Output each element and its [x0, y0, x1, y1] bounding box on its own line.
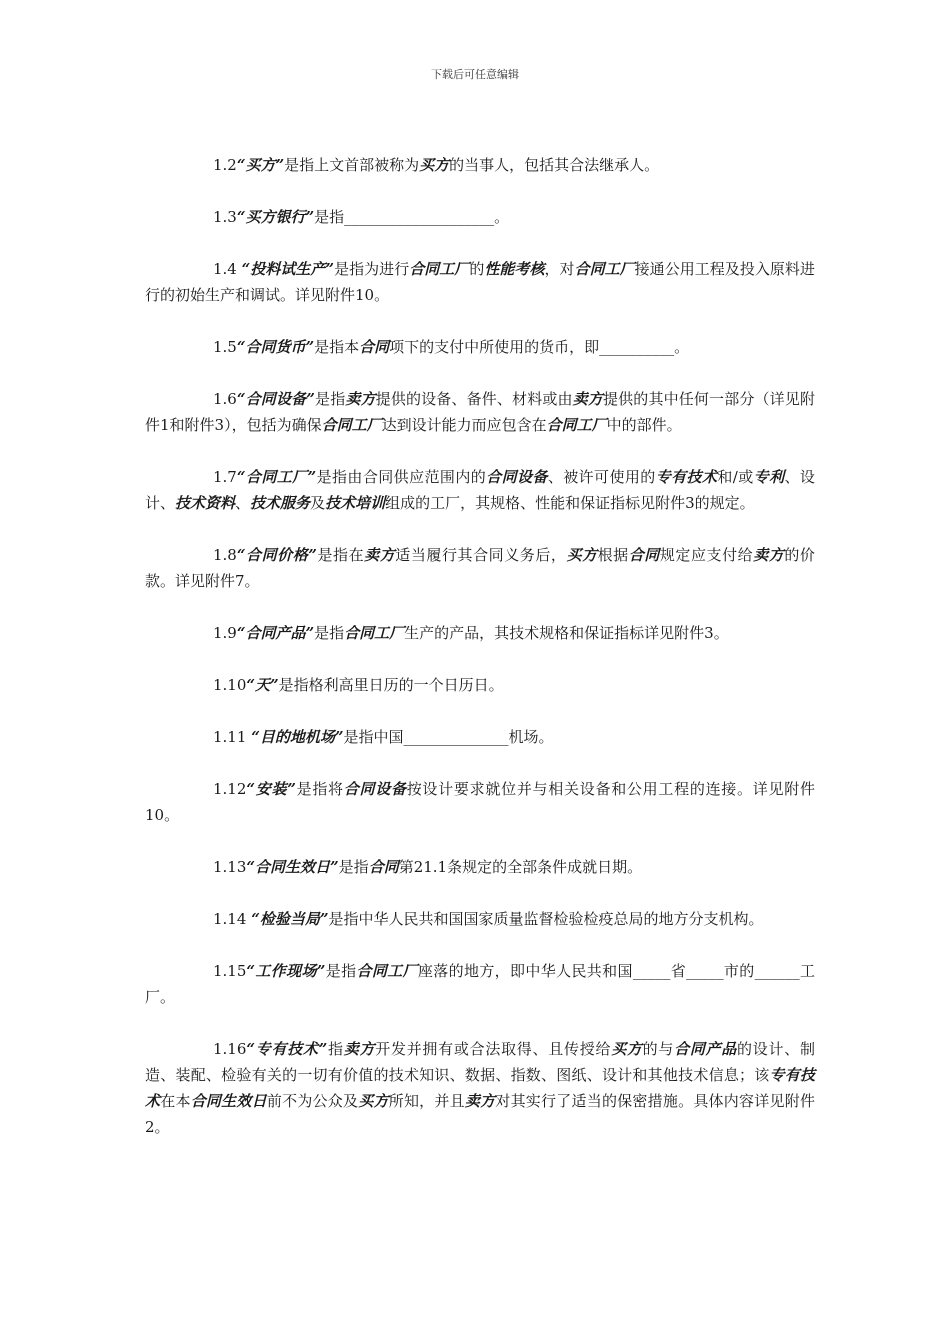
- term-reference: 合同生效日: [190, 1092, 267, 1110]
- defined-term: “目的地机场”: [251, 728, 344, 746]
- clause-text: 指: [327, 1040, 344, 1058]
- page-header: 下载后可任意编辑: [431, 68, 519, 81]
- clause: [145, 334, 815, 360]
- clause: [145, 724, 815, 750]
- clause-text: 对其实行了适当的保密措施。具体内容详见附件2。: [145, 1092, 815, 1136]
- clause: [145, 854, 815, 880]
- clause-text: 是指格利高里日历的一个日历日。: [278, 676, 504, 694]
- clause-text: 是指为进行: [334, 260, 410, 278]
- defined-term: “检验当局”: [251, 910, 329, 928]
- clause-text: 第21.1条规定的全部条件成就日期。: [398, 858, 643, 876]
- defined-term: “工作现场”: [246, 962, 326, 980]
- defined-term: “买方”: [236, 156, 285, 174]
- term-reference: 技术服务: [250, 494, 311, 512]
- clause-text: 、: [235, 494, 251, 512]
- clause-number: 1.7: [213, 468, 237, 486]
- clause-text: 是指本: [314, 338, 360, 356]
- document-body: [145, 152, 815, 1166]
- clause: [145, 464, 815, 516]
- term-reference: 买方: [419, 156, 450, 174]
- clause-text: 是指中国______________机场。: [343, 728, 554, 746]
- term-reference: 买方: [611, 1040, 643, 1058]
- clause-text: 是指: [338, 858, 369, 876]
- clause-number: 1.10: [213, 676, 247, 694]
- clause-number: 1.2: [213, 156, 237, 174]
- clause-text: 在本: [160, 1092, 191, 1110]
- clause-number: 1.14: [213, 910, 247, 928]
- clause-text: 提供的其中任何一部分（详见附件1和附件3），包括为确保: [145, 390, 815, 434]
- term-reference: 合同设备: [343, 780, 407, 798]
- clause-text: 提供的设备、备件、材料或由: [375, 390, 573, 408]
- clause-text: 按设计要求就位并与相关设备和公用工程的连接。详见附件10。: [145, 780, 815, 824]
- term-reference: 合同工厂: [321, 416, 382, 434]
- term-reference: 专有技术: [145, 1066, 815, 1110]
- term-reference: 合同: [628, 546, 660, 564]
- clause-text: 达到设计能力而应包含在: [381, 416, 547, 434]
- clause: [145, 672, 815, 698]
- clause-text: 及: [310, 494, 326, 512]
- clause-text: 开发并拥有或合法取得、且传授给: [375, 1040, 612, 1058]
- clause-text: 根据: [597, 546, 629, 564]
- defined-term: “合同工厂”: [236, 468, 317, 486]
- clause-text: 是指在: [316, 546, 365, 564]
- clause-text: 的价款。详见附件7。: [145, 546, 815, 590]
- term-reference: 卖方: [345, 390, 376, 408]
- term-reference: 合同产品: [674, 1040, 738, 1058]
- clause-number: 1.9: [213, 624, 237, 642]
- clause: [145, 776, 815, 828]
- clause: [145, 152, 815, 178]
- term-reference: 合同工厂: [546, 416, 607, 434]
- clause: [145, 386, 815, 438]
- clause-text: 是指由合同供应范围内的: [316, 468, 487, 486]
- term-reference: 买方: [358, 1092, 389, 1110]
- term-reference: 合同工厂: [409, 260, 470, 278]
- clause-text: 是指上文首部被称为: [284, 156, 420, 174]
- term-reference: 合同: [368, 858, 399, 876]
- defined-term: “合同货币”: [236, 338, 315, 356]
- term-reference: 技术培训: [325, 494, 386, 512]
- clause-number: 1.13: [213, 858, 247, 876]
- clause-text: 生产的产品，其技术规格和保证指标详见附件3。: [404, 624, 729, 642]
- term-reference: 合同设备: [486, 468, 548, 486]
- clause-text: 是指中华人民共和国国家质量监督检验检疫总局的地方分支机构。: [328, 910, 764, 928]
- term-reference: 卖方: [753, 546, 785, 564]
- defined-term: “合同生效日”: [246, 858, 339, 876]
- clause-text: 所知，并且: [388, 1092, 465, 1110]
- clause: [145, 256, 815, 308]
- defined-term: “买方银行”: [236, 208, 315, 226]
- clause-text: 中的部件。: [606, 416, 682, 434]
- clause-text: ，对: [544, 260, 575, 278]
- defined-term: “合同产品”: [236, 624, 315, 642]
- defined-term: “合同价格”: [236, 546, 317, 564]
- defined-term: “合同设备”: [236, 390, 315, 408]
- clause-text: 的当事人，包括其合法继承人。: [449, 156, 660, 174]
- clause-text: 的: [469, 260, 485, 278]
- clause-number: 1.4: [213, 260, 237, 278]
- term-reference: 合同工厂: [574, 260, 635, 278]
- clause-text: 前不为公众及: [266, 1092, 359, 1110]
- clause-number: 1.3: [213, 208, 237, 226]
- clause-text: 、设计、: [145, 468, 815, 512]
- clause: [145, 620, 815, 646]
- clause-number: 1.6: [213, 390, 237, 408]
- clause-text: 适当履行其合同义务后，: [395, 546, 567, 564]
- clause-number: 1.11: [213, 728, 247, 746]
- term-reference: 卖方: [572, 390, 603, 408]
- clause-text: 是指: [314, 390, 346, 408]
- clause-number: 1.16: [213, 1040, 247, 1058]
- clause-text: 是指____________________。: [314, 208, 510, 226]
- clause: [145, 1036, 815, 1140]
- clause-text: 是指: [325, 962, 357, 980]
- clause-text: 的设计、制造、装配、检验有关的一切有价值的技术知识、数据、指数、图纸、设计和其他技术信息；该: [145, 1040, 815, 1084]
- term-reference: 技术资料: [175, 494, 236, 512]
- clause-text: 座落的地方，即中华人民共和国_____省_____市的______工厂。: [145, 962, 815, 1006]
- clause: [145, 958, 815, 1010]
- clause-text: 的与: [642, 1040, 675, 1058]
- defined-term: “专有技术”: [246, 1040, 328, 1058]
- clause: [145, 204, 815, 230]
- term-reference: 买方: [566, 546, 598, 564]
- clause-text: 项下的支付中所使用的货币，即__________。: [389, 338, 690, 356]
- term-reference: 专有技术: [655, 468, 718, 486]
- defined-term: “天”: [246, 676, 279, 694]
- clause-number: 1.15: [213, 962, 247, 980]
- term-reference: 卖方: [364, 546, 396, 564]
- clause-number: 1.12: [213, 780, 247, 798]
- clause: [145, 542, 815, 594]
- clause: [145, 906, 815, 932]
- term-reference: 合同: [359, 338, 390, 356]
- clause-text: 和/或: [717, 468, 754, 486]
- clause-text: 接通公用工程及投入原料进行的初始生产和调试。详见附件10。: [145, 260, 815, 304]
- clause-text: 是指: [314, 624, 345, 642]
- clause-text: 规定应支付给: [659, 546, 754, 564]
- term-reference: 卖方: [343, 1040, 376, 1058]
- defined-term: “安装”: [246, 780, 296, 798]
- defined-term: “投料试生产”: [241, 260, 335, 278]
- clause-text: 、被许可使用的: [547, 468, 656, 486]
- clause-number: 1.5: [213, 338, 237, 356]
- term-reference: 专利: [753, 468, 785, 486]
- clause-text: 是指将: [295, 780, 344, 798]
- clause-number: 1.8: [213, 546, 237, 564]
- term-reference: 卖方: [464, 1092, 496, 1110]
- clause-text: 组成的工厂，其规格、性能和保证指标见附件3的规定。: [385, 494, 755, 512]
- term-reference: 性能考核: [484, 260, 545, 278]
- term-reference: 合同工厂: [356, 962, 418, 980]
- term-reference: 合同工厂: [344, 624, 405, 642]
